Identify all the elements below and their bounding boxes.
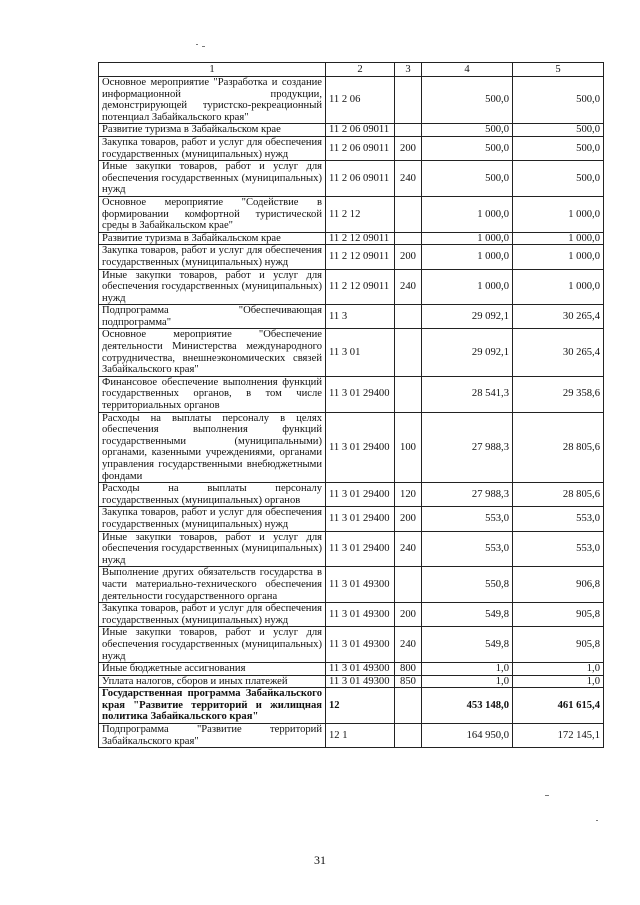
cell-expense-type: 240 — [395, 269, 422, 305]
cell-amount-year2: 461 615,4 — [513, 688, 604, 724]
cell-name: Закупка товаров, работ и услуг для обеспечения государственных (муниципальных) нужд — [99, 507, 326, 531]
cell-expense-type — [395, 376, 422, 412]
cell-amount-year1: 27 988,3 — [422, 412, 513, 483]
table-row — [99, 329, 604, 376]
cell-amount-year1: 500,0 — [422, 77, 513, 124]
table-header-row — [99, 63, 604, 77]
cell-code: 11 3 01 29400 — [326, 483, 395, 507]
cell-code: 11 3 01 — [326, 329, 395, 376]
cell-name: Выполнение других обязательств государства в части материально-технического обеспечения деятельности государственного органа — [99, 567, 326, 603]
cell-expense-type: 200 — [395, 603, 422, 627]
cell-name: Государственная программа Забайкальского края "Развитие территорий и жилищная политика Забайкальского края" — [99, 688, 326, 724]
cell-name: Закупка товаров, работ и услуг для обеспечения государственных (муниципальных) нужд — [99, 245, 326, 269]
cell-amount-year2: 28 805,6 — [513, 483, 604, 507]
cell-code: 11 2 06 09011 — [326, 124, 395, 137]
cell-amount-year1: 29 092,1 — [422, 305, 513, 329]
cell-code: 11 3 — [326, 305, 395, 329]
header-col-year1: 4 — [422, 63, 513, 77]
cell-code: 11 2 06 — [326, 77, 395, 124]
cell-name: Иные закупки товаров, работ и услуг для обеспечения государственных (муниципальных) нужд — [99, 161, 326, 197]
cell-name: Уплата налогов, сборов и иных платежей — [99, 675, 326, 688]
table-row — [99, 136, 604, 160]
cell-code: 11 3 01 29400 — [326, 412, 395, 483]
cell-amount-year2: 1,0 — [513, 675, 604, 688]
header-col-code: 2 — [326, 63, 395, 77]
cell-amount-year1: 1 000,0 — [422, 232, 513, 245]
cell-amount-year2: 1 000,0 — [513, 232, 604, 245]
cell-name: Подпрограмма "Развитие территорий Забайкальского края" — [99, 724, 326, 748]
cell-expense-type: 850 — [395, 675, 422, 688]
cell-expense-type — [395, 329, 422, 376]
cell-amount-year2: 172 145,1 — [513, 724, 604, 748]
cell-name: Основное мероприятие "Разработка и создание информационной продукции, демонстрирующей туристско-рекреационный потенциал Забайкальского края" — [99, 77, 326, 124]
cell-amount-year1: 500,0 — [422, 124, 513, 137]
cell-name: Закупка товаров, работ и услуг для обеспечения государственных (муниципальных) нужд — [99, 603, 326, 627]
cell-expense-type: 100 — [395, 412, 422, 483]
cell-amount-year2: 29 358,6 — [513, 376, 604, 412]
cell-amount-year1: 553,0 — [422, 531, 513, 567]
table-row — [99, 627, 604, 663]
cell-amount-year1: 28 541,3 — [422, 376, 513, 412]
cell-code: 11 2 06 09011 — [326, 161, 395, 197]
cell-code: 11 3 01 49300 — [326, 603, 395, 627]
cell-expense-type — [395, 196, 422, 232]
table-row — [99, 305, 604, 329]
cell-amount-year2: 1 000,0 — [513, 269, 604, 305]
cell-amount-year1: 1 000,0 — [422, 196, 513, 232]
cell-expense-type — [395, 124, 422, 137]
cell-code: 11 3 01 49300 — [326, 675, 395, 688]
cell-amount-year2: 1,0 — [513, 663, 604, 676]
header-col-name: 1 — [99, 63, 326, 77]
cell-name: Развитие туризма в Забайкальском крае — [99, 124, 326, 137]
budget-table — [98, 62, 604, 748]
scan-speck — [545, 795, 549, 796]
cell-name: Иные закупки товаров, работ и услуг для обеспечения государственных (муниципальных) нужд — [99, 531, 326, 567]
scan-speck — [202, 46, 205, 47]
cell-expense-type: 240 — [395, 627, 422, 663]
page-number: 31 — [314, 853, 326, 867]
cell-expense-type: 200 — [395, 245, 422, 269]
cell-name: Иные закупки товаров, работ и услуг для обеспечения государственных (муниципальных) нужд — [99, 269, 326, 305]
cell-amount-year1: 549,8 — [422, 603, 513, 627]
cell-expense-type: 200 — [395, 136, 422, 160]
table-row — [99, 161, 604, 197]
scan-speck — [596, 820, 598, 821]
table-row — [99, 269, 604, 305]
cell-code: 12 — [326, 688, 395, 724]
cell-code: 11 2 12 — [326, 196, 395, 232]
cell-amount-year1: 549,8 — [422, 627, 513, 663]
table-body — [99, 77, 604, 748]
cell-amount-year1: 1 000,0 — [422, 269, 513, 305]
table-row — [99, 412, 604, 483]
cell-amount-year2: 500,0 — [513, 161, 604, 197]
cell-amount-year2: 30 265,4 — [513, 329, 604, 376]
cell-amount-year1: 1 000,0 — [422, 245, 513, 269]
table-row — [99, 663, 604, 676]
cell-name: Основное мероприятие "Содействие в формировании комфортной туристической среды в Забайкальском крае" — [99, 196, 326, 232]
cell-expense-type — [395, 305, 422, 329]
table-row — [99, 124, 604, 137]
cell-amount-year2: 906,8 — [513, 567, 604, 603]
cell-code: 11 3 01 49300 — [326, 567, 395, 603]
cell-expense-type — [395, 232, 422, 245]
cell-expense-type — [395, 567, 422, 603]
cell-code: 11 3 01 29400 — [326, 531, 395, 567]
table-row — [99, 724, 604, 748]
table-row — [99, 245, 604, 269]
table-row — [99, 688, 604, 724]
table-row — [99, 232, 604, 245]
cell-amount-year1: 1,0 — [422, 675, 513, 688]
cell-amount-year2: 30 265,4 — [513, 305, 604, 329]
cell-code: 11 2 12 09011 — [326, 269, 395, 305]
cell-amount-year1: 500,0 — [422, 136, 513, 160]
cell-name: Закупка товаров, работ и услуг для обеспечения государственных (муниципальных) нужд — [99, 136, 326, 160]
cell-amount-year2: 553,0 — [513, 531, 604, 567]
cell-code: 11 3 01 29400 — [326, 376, 395, 412]
cell-expense-type — [395, 688, 422, 724]
cell-amount-year1: 553,0 — [422, 507, 513, 531]
cell-amount-year2: 905,8 — [513, 603, 604, 627]
cell-amount-year2: 1 000,0 — [513, 245, 604, 269]
table-row — [99, 77, 604, 124]
cell-expense-type: 240 — [395, 531, 422, 567]
table-row — [99, 603, 604, 627]
table-row — [99, 196, 604, 232]
header-col-vr: 3 — [395, 63, 422, 77]
cell-name: Иные закупки товаров, работ и услуг для обеспечения государственных (муниципальных) нужд — [99, 627, 326, 663]
cell-amount-year2: 553,0 — [513, 507, 604, 531]
cell-amount-year2: 500,0 — [513, 136, 604, 160]
cell-code: 11 2 06 09011 — [326, 136, 395, 160]
cell-amount-year1: 453 148,0 — [422, 688, 513, 724]
cell-expense-type — [395, 724, 422, 748]
cell-amount-year2: 905,8 — [513, 627, 604, 663]
cell-name: Подпрограмма "Обеспечивающая подпрограмма" — [99, 305, 326, 329]
cell-amount-year1: 1,0 — [422, 663, 513, 676]
cell-amount-year2: 28 805,6 — [513, 412, 604, 483]
cell-amount-year1: 500,0 — [422, 161, 513, 197]
cell-code: 11 3 01 29400 — [326, 507, 395, 531]
cell-expense-type: 120 — [395, 483, 422, 507]
table-row — [99, 531, 604, 567]
cell-name: Расходы на выплаты персоналу в целях обеспечения выполнения функций государственными (муниципальными) органами, казенными учреждениями, органами управления государственными внебюджетными фондами — [99, 412, 326, 483]
cell-code: 11 2 12 09011 — [326, 232, 395, 245]
table-row — [99, 507, 604, 531]
cell-expense-type — [395, 77, 422, 124]
cell-name: Расходы на выплаты персоналу государственных (муниципальных) органов — [99, 483, 326, 507]
cell-code: 11 2 12 09011 — [326, 245, 395, 269]
cell-expense-type: 800 — [395, 663, 422, 676]
cell-expense-type: 200 — [395, 507, 422, 531]
cell-code: 11 3 01 49300 — [326, 663, 395, 676]
cell-amount-year1: 550,8 — [422, 567, 513, 603]
cell-amount-year2: 500,0 — [513, 124, 604, 137]
cell-name: Развитие туризма в Забайкальском крае — [99, 232, 326, 245]
cell-amount-year1: 29 092,1 — [422, 329, 513, 376]
cell-amount-year2: 1 000,0 — [513, 196, 604, 232]
header-col-year2: 5 — [513, 63, 604, 77]
cell-name: Финансовое обеспечение выполнения функций государственных органов, в том числе территориальных органов — [99, 376, 326, 412]
cell-amount-year1: 164 950,0 — [422, 724, 513, 748]
cell-name: Основное мероприятие "Обеспечение деятельности Министерства международного сотрудничества, внешнеэкономических связей Забайкальского края" — [99, 329, 326, 376]
cell-amount-year1: 27 988,3 — [422, 483, 513, 507]
cell-code: 11 3 01 49300 — [326, 627, 395, 663]
cell-amount-year2: 500,0 — [513, 77, 604, 124]
cell-expense-type: 240 — [395, 161, 422, 197]
cell-code: 12 1 — [326, 724, 395, 748]
table-row — [99, 675, 604, 688]
scan-speck — [196, 44, 198, 45]
cell-name: Иные бюджетные ассигнования — [99, 663, 326, 676]
table-row — [99, 376, 604, 412]
table-row — [99, 483, 604, 507]
table-row — [99, 567, 604, 603]
